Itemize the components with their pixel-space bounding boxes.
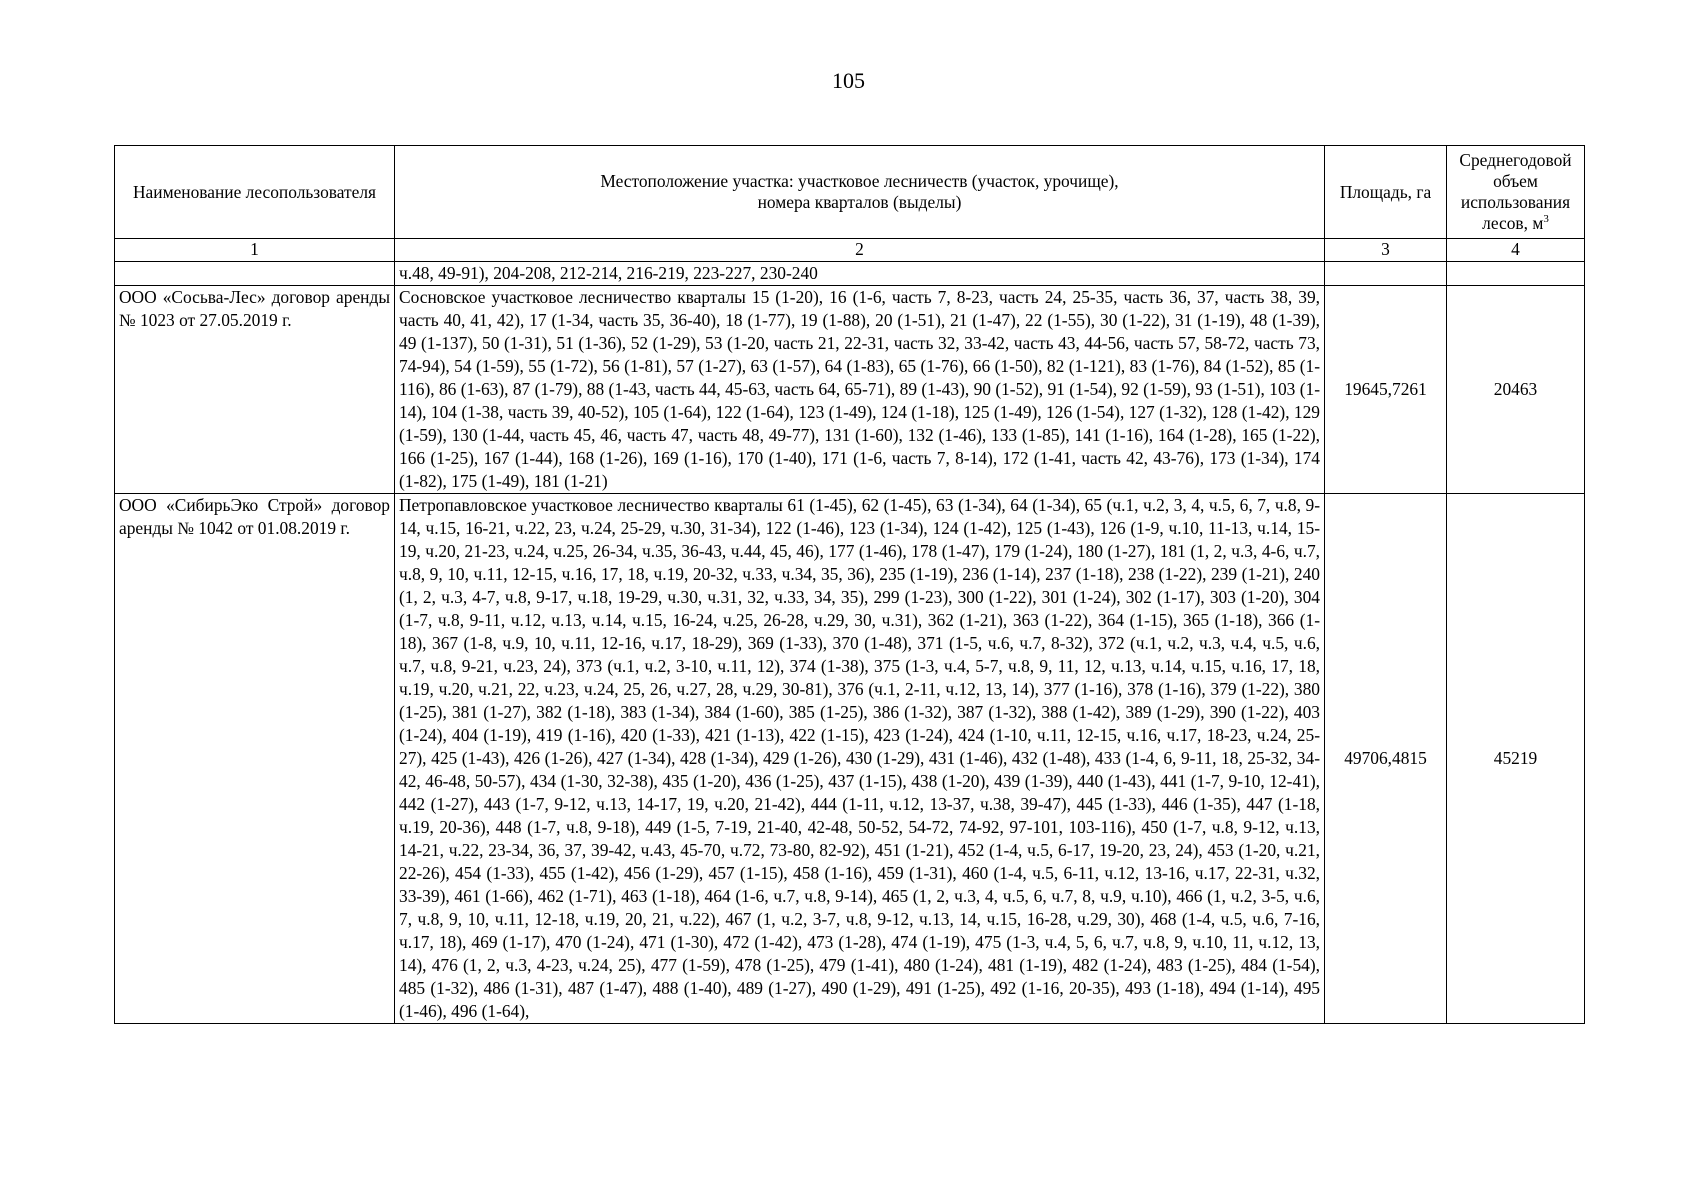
location-cell: Петропавловское участковое лесничество кварталы 61 (1-45), 62 (1-45), 63 (1-34), 64 (1-34), 65 (ч.1, ч.2, 3, 4, ч.5, 6, 7, ч.8, 9-14, ч.15, 16-21, ч.22, 23, ч.24, 25-29, ч.30, 31-34), 122 (1-46), 123 (1-34), 124 (1-42), 125 (1-43), 126 (1-9, ч.10, 11-13, ч.14, 15-19, ч.20, 21-23, ч.24, ч.25, 26-34, ч.35, 36-43, ч.44, 45, 46), 177 (1-46), 178 (1-47), 179 (1-24), 180 (1-27), 181 (1, 2, ч.3, 4-6, ч.7, ч.8, 9, 10, ч.11, 12-15, ч.16, 17, 18, ч.19, 20-32, ч.33, ч.34, 35, 36), 235 (1-19), 236 (1-14), 237 (1-18), 238 (1-22), 239 (1-21), 240 (1, 2, ч.3, 4-7, ч.8, 9-17, ч.18, 19-29, ч.30, ч.31, 32, ч.33, 34, 35), 299 (1-23), 300 (1-22), 301 (1-24), 302 (1-17), 303 (1-20), 304 (1-7, ч.8, 9-11, ч.12, ч.13, ч.14, ч.15, 16-24, ч.25, 26-28, ч.29, 30, ч.31), 362 (1-21), 363 (1-22), 364 (1-15), 365 (1-18), 366 (1-18), 367 (1-8, ч.9, 10, ч.11, 12-16, ч.17, 18-29), 369 (1-33), 370 (1-48), 371 (1-5, ч.6, ч.7, 8-32), 372 (ч.1, ч.2, ч.3, ч.4, ч.5, ч.6, ч.7, ч.8, 9-21, ч.23, 24), 373 (ч.1, ч.2, 3-10, ч.11, 12), 374 (1-38), 375 (1-3, ч.4, 5-7, ч.8, 9, 11, 12, ч.13, ч.14, ч.15, ч.16, 17, 18, ч.19, ч.20, ч.21, 22, ч.23, ч.24, 25, 26, ч.27, 28, ч.29, 30-81), 376 (ч.1, 2-11, ч.12, 13, 14), 377 (1-16), 378 (1-16), 379 (1-22), 380 (1-25), 381 (1-27), 382 (1-18), 383 (1-34), 384 (1-60), 385 (1-25), 386 (1-32), 387 (1-32), 388 (1-42), 389 (1-29), 390 (1-22), 403 (1-24), 404 (1-19), 419 (1-16), 420 (1-33), 421 (1-13), 422 (1-15), 423 (1-24), 424 (1-10, ч.11, 12-15, ч.16, ч.17, 18-23, ч.24, 25-27), 425 (1-43), 426 (1-26), 427 (1-34), 428 (1-34), 429 (1-26), 430 (1-29), 431 (1-46), 432 (1-48), 433 (1-4, 6, 9-11, 18, 25-32, 34-42, 46-48, 50-57), 434 (1-30, 32-38), 435 (1-20), 436 (1-25), 437 (1-15), 438 (1-20), 439 (1-39), 440 (1-43), 441 (1-7, 9-10, 12-41), 442 (1-27), 443 (1-7, 9-12, ч.13, 14-17, 19, ч.20, 21-42), 444 (1-11, ч.12, 13-37, ч.38, 39-47), 445 (1-33), 446 (1-35), 447 (1-18, ч.19, 20-36), 448 (1-7, ч.8, 9-18), 449 (1-5, 7-19, 21-40, 42-48, 50-52, 54-72, 74-92, 97-101, 103-116), 450 (1-7, ч.8, 9-12, ч.13, 14-21, ч.22, 23-34, 36, 37, 39-42, ч.43, 45-70, ч.72, 73-80, 82-92), 451 (1-21), 452 (1-4, ч.5, 6-17, 19-20, 23, 24), 453 (1-20, ч.21, 22-26), 454 (1-33), 455 (1-42), 456 (1-29), 457 (1-15), 458 (1-16), 459 (1-31), 460 (1-4, ч.5, 6-11, ч.12, 13-16, ч.17, 22-31, ч.32, 33-39), 461 (1-66), 462 (1-71), 463 (1-18), 464 (1-6, ч.7, ч.8, 9-14), 465 (1, 2, ч.3, 4, ч.5, 6, ч.7, 8, ч.9, ч.10), 466 (1, ч.2, 3-5, ч.6, 7, ч.8, 9, 10, ч.11, 12-18, ч.19, 20, 21, ч.22), 467 (1, ч.2, 3-7, ч.8, 9-12, ч.13, 14, ч.15, 16-28, ч.29, 30), 468 (1-4, ч.5, ч.6, 7-16, ч.17, 18), 469 (1-17), 470 (1-24), 471 (1-30), 472 (1-42), 473 (1-28), 474 (1-19), 475 (1-3, ч.4, 5, 6, ч.7, ч.8, 9, ч.10, 11, ч.12, 13, 14), 476 (1, 2, ч.3, 4-23, ч.24, 25), 477 (1-59), 478 (1-25), 479 (1-41), 480 (1-24), 481 (1-19), 482 (1-24), 483 (1-25), 484 (1-54), 485 (1-32), 486 (1-31), 487 (1-47), 488 (1-40), 489 (1-27), 490 (1-29), 491 (1-25), 492 (1-16, 20-35), 493 (1-18), 494 (1-14), 495 (1-46), 496 (1-64), <box>395 494 1325 1024</box>
tenant-cell: ООО «СибирьЭко Строй» договор аренды № 1042 от 01.08.2019 г. <box>115 494 395 1024</box>
table-row <box>115 494 1585 1024</box>
header-volume <box>1447 146 1585 239</box>
table-row <box>115 286 1585 494</box>
location-cell: Сосновское участковое лесничество кварталы 15 (1-20), 16 (1-6, часть 7, 8-23, часть 24, 25-35, часть 36, 37, часть 38, 39, часть 40, 41, 42), 17 (1-34, часть 35, 36-40), 18 (1-77), 19 (1-88), 20 (1-51), 21 (1-47), 22 (1-55), 30 (1-22), 31 (1-19), 48 (1-39), 49 (1-137), 50 (1-31), 51 (1-36), 52 (1-29), 53 (1-20, часть 21, 22-31, часть 32, 33-42, часть 43, 44-56, часть 57, 58-72, часть 73, 74-94), 54 (1-59), 55 (1-72), 56 (1-81), 57 (1-27), 63 (1-57), 64 (1-83), 65 (1-76), 66 (1-50), 82 (1-121), 83 (1-76), 84 (1-52), 85 (1-116), 86 (1-63), 87 (1-79), 88 (1-43, часть 44, 45-63, часть 64, 65-71), 89 (1-43), 90 (1-52), 91 (1-54), 92 (1-59), 93 (1-51), 103 (1-14), 104 (1-38, часть 39, 40-52), 105 (1-64), 122 (1-64), 123 (1-49), 124 (1-18), 125 (1-49), 126 (1-54), 127 (1-32), 128 (1-42), 129 (1-59), 130 (1-44, часть 45, 46, часть 47, часть 48, 49-77), 131 (1-60), 132 (1-46), 133 (1-85), 141 (1-16), 164 (1-28), 165 (1-22), 166 (1-25), 167 (1-44), 168 (1-26), 169 (1-16), 170 (1-40), 171 (1-6, часть 7, 8-14), 172 (1-41, часть 42, 43-76), 173 (1-34), 174 (1-82), 175 (1-49), 181 (1-21) <box>395 286 1325 494</box>
header-volume-sup: 3 <box>1543 213 1549 226</box>
area-cell <box>1325 262 1447 286</box>
header-location-line1: Местоположение участка: участковое лесничеств (участок, урочище), <box>600 171 1119 191</box>
location-cell: ч.48, 49-91), 204-208, 212-214, 216-219, 223-227, 230-240 <box>395 262 1325 286</box>
volume-cell <box>1447 262 1585 286</box>
column-number: 2 <box>395 239 1325 262</box>
column-number: 1 <box>115 239 395 262</box>
tenant-cell: ООО «Сосьва-Лес» договор аренды № 1023 от 27.05.2019 г. <box>115 286 395 494</box>
area-cell: 49706,4815 <box>1325 494 1447 1024</box>
header-volume-text: Среднегодовой объем использования лесов, м <box>1459 150 1572 233</box>
page-number: 105 <box>832 68 865 93</box>
table-row <box>115 262 1585 286</box>
column-number-row <box>115 239 1585 262</box>
header-row <box>115 146 1585 239</box>
tenant-cell <box>115 262 395 286</box>
header-tenant: Наименование лесопользователя <box>115 146 395 239</box>
volume-cell: 45219 <box>1447 494 1585 1024</box>
header-location <box>395 146 1325 239</box>
column-number: 3 <box>1325 239 1447 262</box>
volume-cell: 20463 <box>1447 286 1585 494</box>
header-location-line2: номера кварталов (выделы) <box>757 192 962 212</box>
column-number: 4 <box>1447 239 1585 262</box>
header-area: Площадь, га <box>1325 146 1447 239</box>
lease-table <box>114 145 1585 1024</box>
area-cell: 19645,7261 <box>1325 286 1447 494</box>
